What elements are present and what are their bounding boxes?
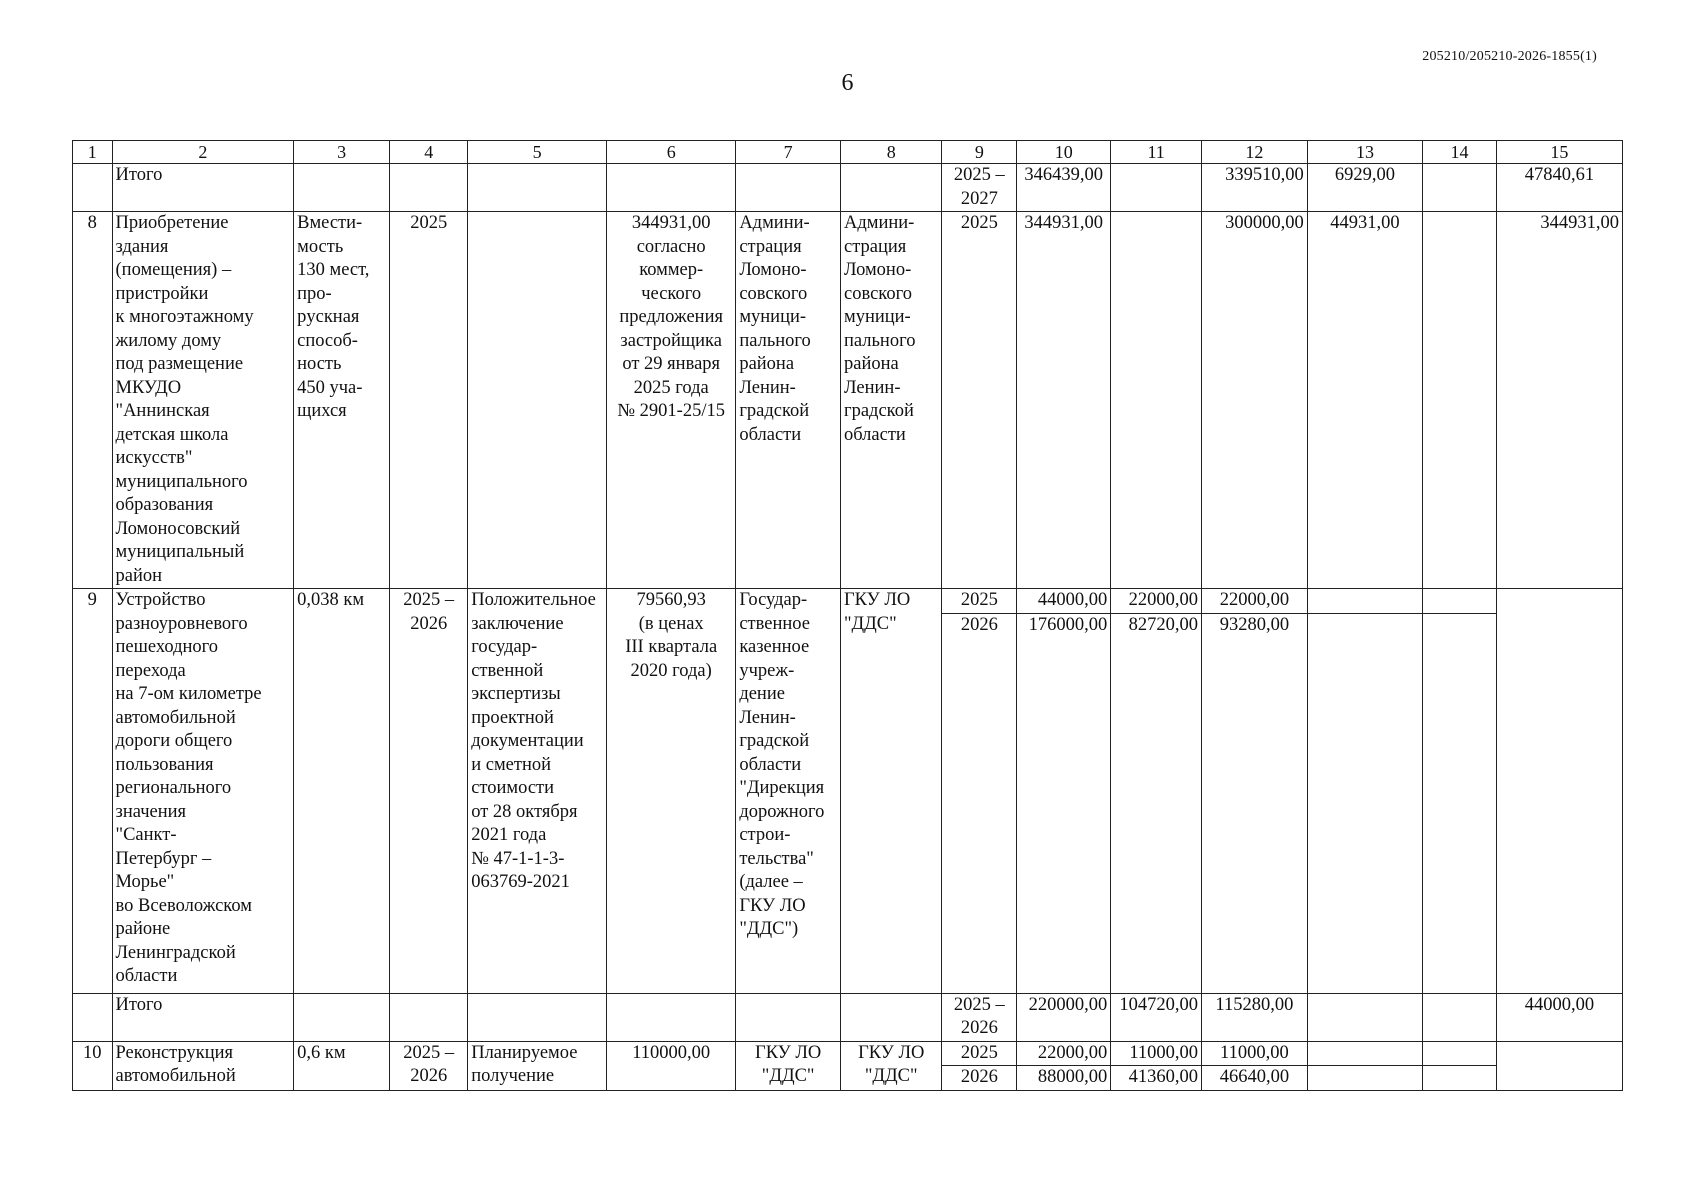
object-builder: ГКУ ЛО "ДДС" — [840, 1041, 941, 1090]
funding-col11: 22000,00 — [1111, 589, 1202, 614]
object-capacity: 0,6 км — [294, 1041, 390, 1090]
funding-col11: 41360,00 — [1111, 1066, 1202, 1091]
total-col12: 339510,00 — [1202, 164, 1308, 212]
total-col13: 6929,00 — [1307, 164, 1422, 212]
total-col15: 44000,00 — [1496, 993, 1622, 1041]
funding-year: 2025 — [942, 589, 1017, 614]
object-document — [468, 212, 607, 589]
object-capacity: 0,038 км — [294, 589, 390, 994]
object-cost: 110000,00 — [607, 1041, 736, 1090]
col-header: 15 — [1496, 141, 1622, 164]
row-number: 10 — [73, 1041, 113, 1090]
funding-year: 2026 — [942, 1066, 1017, 1091]
table-row — [73, 212, 1623, 589]
funding-col13: 44931,00 — [1307, 212, 1422, 589]
total-label: Итого — [112, 993, 294, 1041]
col-header: 8 — [840, 141, 941, 164]
row-number: 8 — [73, 212, 113, 589]
funding-col12: 93280,00 — [1202, 613, 1308, 993]
col-header: 6 — [607, 141, 736, 164]
col-header: 12 — [1202, 141, 1308, 164]
funding-year: 2026 — [942, 613, 1017, 993]
funding-col12: 46640,00 — [1202, 1066, 1308, 1091]
total-col15: 47840,61 — [1496, 164, 1622, 212]
total-years: 2025 – 2027 — [942, 164, 1017, 212]
funding-col12: 22000,00 — [1202, 589, 1308, 614]
funding-col10: 344931,00 — [1017, 212, 1111, 589]
funding-col11: 82720,00 — [1111, 613, 1202, 993]
total-label: Итого — [112, 164, 294, 212]
object-capacity: Вмести- мость 130 мест, про- pускная способ- ность 450 уча- щихся — [294, 212, 390, 589]
total-col10: 346439,00 — [1017, 164, 1111, 212]
object-period: 2025 – 2026 — [390, 589, 468, 994]
total-col11: 104720,00 — [1111, 993, 1202, 1041]
object-customer: ГКУ ЛО "ДДС" — [736, 1041, 841, 1090]
object-customer: Админи- страция Ломоно- совского муници- пального района Ленин- градской области — [736, 212, 841, 589]
total-row — [73, 164, 1623, 212]
object-period: 2025 — [390, 212, 468, 589]
object-name: Устройство разноуровневого пешеходного перехода на 7-ом километре автомобильной дороги общего пользования регионального значения "Санкт- Петербург – Морье" во Всеволожском районе Ленинградской области — [112, 589, 294, 994]
object-name: Приобретение здания (помещения) – пристройки к многоэтажному жилому дому под размещение МКУДО "Аннинская детская школа искусств" муниципального образования Ломоносовский муниципальный район — [112, 212, 294, 589]
object-document: Планируемое получение — [468, 1041, 607, 1090]
column-number-row — [73, 141, 1623, 164]
col-header: 14 — [1423, 141, 1497, 164]
col-header: 2 — [112, 141, 294, 164]
funding-col12: 11000,00 — [1202, 1041, 1308, 1066]
object-builder: Админи- страция Ломоно- совского муници- пального района Ленин- градской области — [840, 212, 941, 589]
total-col10: 220000,00 — [1017, 993, 1111, 1041]
funding-col10: 88000,00 — [1017, 1066, 1111, 1091]
total-col12: 115280,00 — [1202, 993, 1308, 1041]
object-cost: 344931,00 согласно коммер- ческого предложения застройщика от 29 января 2025 года № 2901-25/15 — [607, 212, 736, 589]
object-customer: Государ- ственное казенное учреж- дение Ленин- градской области "Дирекция дорожного строи- тельства" (далее – ГКУ ЛО "ДДС") — [736, 589, 841, 994]
funding-col10: 22000,00 — [1017, 1041, 1111, 1066]
table-row — [73, 1041, 1623, 1066]
object-name: Реконструкция автомобильной — [112, 1041, 294, 1090]
funding-col10: 176000,00 — [1017, 613, 1111, 993]
row-number: 9 — [73, 589, 113, 994]
funding-year: 2025 — [942, 1041, 1017, 1066]
col-header: 13 — [1307, 141, 1422, 164]
funding-col15: 344931,00 — [1496, 212, 1622, 589]
col-header: 3 — [294, 141, 390, 164]
funding-col12: 300000,00 — [1202, 212, 1308, 589]
document-number: 205210/205210-2026-1855(1) — [1422, 49, 1597, 64]
col-header: 10 — [1017, 141, 1111, 164]
object-cost: 79560,93 (в ценах III квартала 2020 года) — [607, 589, 736, 994]
object-document: Положительное заключение государ- ственной экспертизы проектной документации и сметной стоимости от 28 октября 2021 года № 47-1-1-3- 063769-2021 — [468, 589, 607, 994]
investment-table — [72, 140, 1623, 1091]
col-header: 5 — [468, 141, 607, 164]
table-row — [73, 589, 1623, 614]
object-builder: ГКУ ЛО "ДДС" — [840, 589, 941, 994]
col-header: 11 — [1111, 141, 1202, 164]
funding-col10: 44000,00 — [1017, 589, 1111, 614]
funding-col11: 11000,00 — [1111, 1041, 1202, 1066]
page-number: 6 — [841, 70, 854, 96]
col-header: 9 — [942, 141, 1017, 164]
col-header: 4 — [390, 141, 468, 164]
total-row — [73, 993, 1623, 1041]
col-header: 7 — [736, 141, 841, 164]
col-header: 1 — [73, 141, 113, 164]
total-years: 2025 – 2026 — [942, 993, 1017, 1041]
object-period: 2025 – 2026 — [390, 1041, 468, 1090]
funding-year: 2025 — [942, 212, 1017, 589]
